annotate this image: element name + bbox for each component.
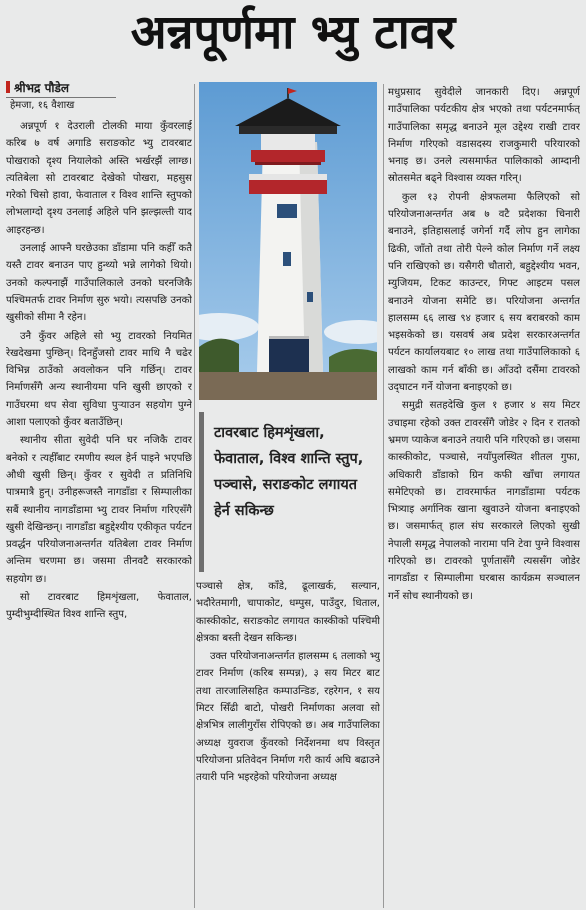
tower-photo — [199, 82, 377, 400]
article-column-1 — [6, 118, 192, 908]
paragraph: स्थानीय सीता सुवेदी पनि घर नजिकै टावर बनेको र त्यहीँबाट रमणीय स्थल हेर्न पाइने भएपछि औधी खुसी छिन्। कुँवर र सुवेदी त प्रतिनिधि पात्रमात्रै हुन्। उनीहरूजस्तै नागडाँडा र सिम्पालीका सबैं स्थानीय नागडाँडामा भ्यु टावर निर्माण गरिएसँगै खुसी देखिन्छन्। नागडाँडा बहुद्देश्यीय एकीकृत पर्यटन प्रवर्द्धन परियोजनाअन्तर्गत यतिबेला टावर निर्माण अन्तिम चरणमा छ। जसमा तीनवटै सरकारको सहयोग छ। — [6, 435, 192, 585]
paragraph: समुद्री सतहदेखि कुल १ हजार ४ सय मिटर उचाइमा रहेको उक्त टावरसँगै जोडेर २ दिन र रातको भ्रमण प्याकेज बनाउने तयारी पनि गरिएको छ। जसमा कास्कीकोट, पञ्चासे, नयाँपुलस्थित शीतल गुफा, अधिकारी डाँडाको ग्रिन कफी खाँचा लगायत समेटिएको छ। टावरमार्फत नागडाँडामा पर्यटक भित्र्याइ अर्गानिक खाना खुवाउने योजना बनाइएको छ। जसमार्फत् हाल संघ सरकारले लिएको सुखी नेपाली समृद्ध नेपालको नारामा पनि टेवा पुग्ने विश्वास गरिएको छ। टावरको पूर्णतासँगै त्यससँग जोडेर नागडाँडा र सिम्पालीमा घरबास कार्यक्रम सञ्चालन गर्ने सोच स्थानीयको छ। — [388, 400, 580, 602]
paragraph: पञ्चासे क्षेत्र, काँडे, ढूलाखर्क, सल्यान, भदौरेतमागी, चापाकोट, धम्पुस, पाउँदुर, धिताल, कास्कीकोट, सराङकोट लगायत कास्कीको पश्चिमी क्षेत्रका बस्ती देखन सकिन्छ। — [196, 581, 380, 644]
column-divider — [383, 84, 384, 908]
byline-marker — [6, 81, 10, 93]
dateline: हेमजा, १६ वैशाख — [10, 100, 75, 111]
paragraph: उनै कुँवर अहिले सो भ्यु टावरको नियमित रेखदेखमा पुग्छिन्। दिनहुँजसो टावर माथि नै चढेर विभिन्न ठाउँको अवलोकन पनि गर्छिन्। टावर निर्माणसँगै अन्य स्थानीयमा पनि खुसी छाएको र गाउँघरमा थप सेवा सुविधा पुऱ्याउन सहयोग पुग्ने आशा पलाएको कुँवर बताउँछिन्। — [6, 330, 192, 429]
paragraph: उनलाई आफ्नै घरछेउका डाँडामा पनि कहीँ कतै यस्तै टावर बनाउन पाए हुन्थ्यो भन्ने लागेको थियो। उनको कल्पनाझैं गाउँपालिकाले उनको घरनजिकै पश्चिमतर्फ टावर निर्माण सुरु भयो। त्यसपछि उनको खुसीको सीमा नै रहेन। — [6, 243, 192, 324]
paragraph: कुल १३ रोपनी क्षेत्रफलमा फैलिएको सो परियोजनाअन्तर्गत अब ७ वटै प्रदेशका चिनारी बनाउने, इतिहासलाई जगेर्ना गर्दै लोप हुन लागेका ढिकी, जाँतो तथा तोरी पेल्ने कोल निर्माण गर्ने लक्ष्य पनि राखिएको छ। यसैगरी चौतारो, बहुद्देश्यीय भवन, म्युजियम, टिकट काउन्टर, गिफ्ट आइटम पसल बनाउने योजना समेटि छ। परियोजना अन्तर्गत हालसम्म ६६ लाख ९४ हजार ६ सय बराबरको काम भइसकेको छ। यसवर्ष अब प्रदेश सरकारअन्तर्गत पर्यटन कार्यालयबाट १० लाख तथा गाउँपालिकाको ६ लाखको काम गर्न बाँकी छ। आँउदो दसैंमा टावरको उद्‌घाटन गर्ने योजना बनाइएको छ। — [388, 191, 580, 394]
headline: अन्नपूर्णमा भ्यु टावर — [130, 5, 456, 60]
byline-text: श्रीभद्र पौडेल — [14, 81, 70, 95]
article-column-2 — [196, 578, 380, 908]
paragraph: अन्नपूर्ण १ देउराली टोलकी माया कुँवरलाई करिब ७ वर्ष अगाडि सराङकोट भ्यु टावरबाट पोखराको दृश्य नियालेको अस्ति भर्खरझैं लाग्छ। त्यतिबेला सो टावरबाट देखेको पोखरा, महसुस गरेको चिसो हावा, फेवाताल र विश्व शान्ति स्तुपको लोभलाग्दो दृश्य उनलाई अहिले पनि झल्झल्ती याद आइरहन्छ। — [6, 121, 192, 236]
paragraph: सो टावरबाट हिमशृंखला, फेवाताल, पुम्दीभुम्दीस्थित विश्व शान्ति स्तुप, — [6, 592, 192, 621]
pull-quote: टावरबाट हिमशृंखला, फेवाताल, विश्व शान्ति स्तुप, पञ्चासे, सराङकोट लगायत हेर्न सकिन्छ — [199, 412, 377, 572]
byline — [6, 80, 116, 98]
paragraph: मधुप्रसाद सुवेदीले जानकारी दिए। अन्नपूर्ण गाउँपालिका पर्यटकीय क्षेत्र भएको तथा पर्यटनमार्फत् गाउँपालिका समृद्ध बनाउने मूल उद्देश्य राखी टावर निर्माण गरिएको वडासदस्य राजकुमारी परियारको भनाइ छ। उनले त्यसमार्फत पालिकाको आम्दानी स्रोतसमेत बढ्ने विश्वास व्यक्त गरिन्। — [388, 87, 580, 185]
column-divider — [194, 84, 195, 908]
paragraph: उक्त परियोजनाअन्तर्गत हालसम्म ६ तलाको भ्यु टावर निर्माण (करिब सम्पन्न), ३ सय मिटर बाट तथा तारजालिसहित कम्पाउन्डिङ, रहरेगन, १ सय मिटर सिँढी बाटो, पोखरी निर्माणका अलवा सो क्षेत्रभित्र लालीगुराँस रोपिएको छ। अब गाउँपालिका अध्यक्ष युवराज कुँवरको निर्देशनमा थप विस्तृत परियोजना प्रतिवेदन निर्माण गरी कार्य अघि बढाउने तयारी पनि भइरहेको परियोजना अध्यक्ष — [196, 651, 380, 784]
article-column-3 — [388, 84, 580, 908]
tower-photo-icon — [199, 82, 377, 400]
